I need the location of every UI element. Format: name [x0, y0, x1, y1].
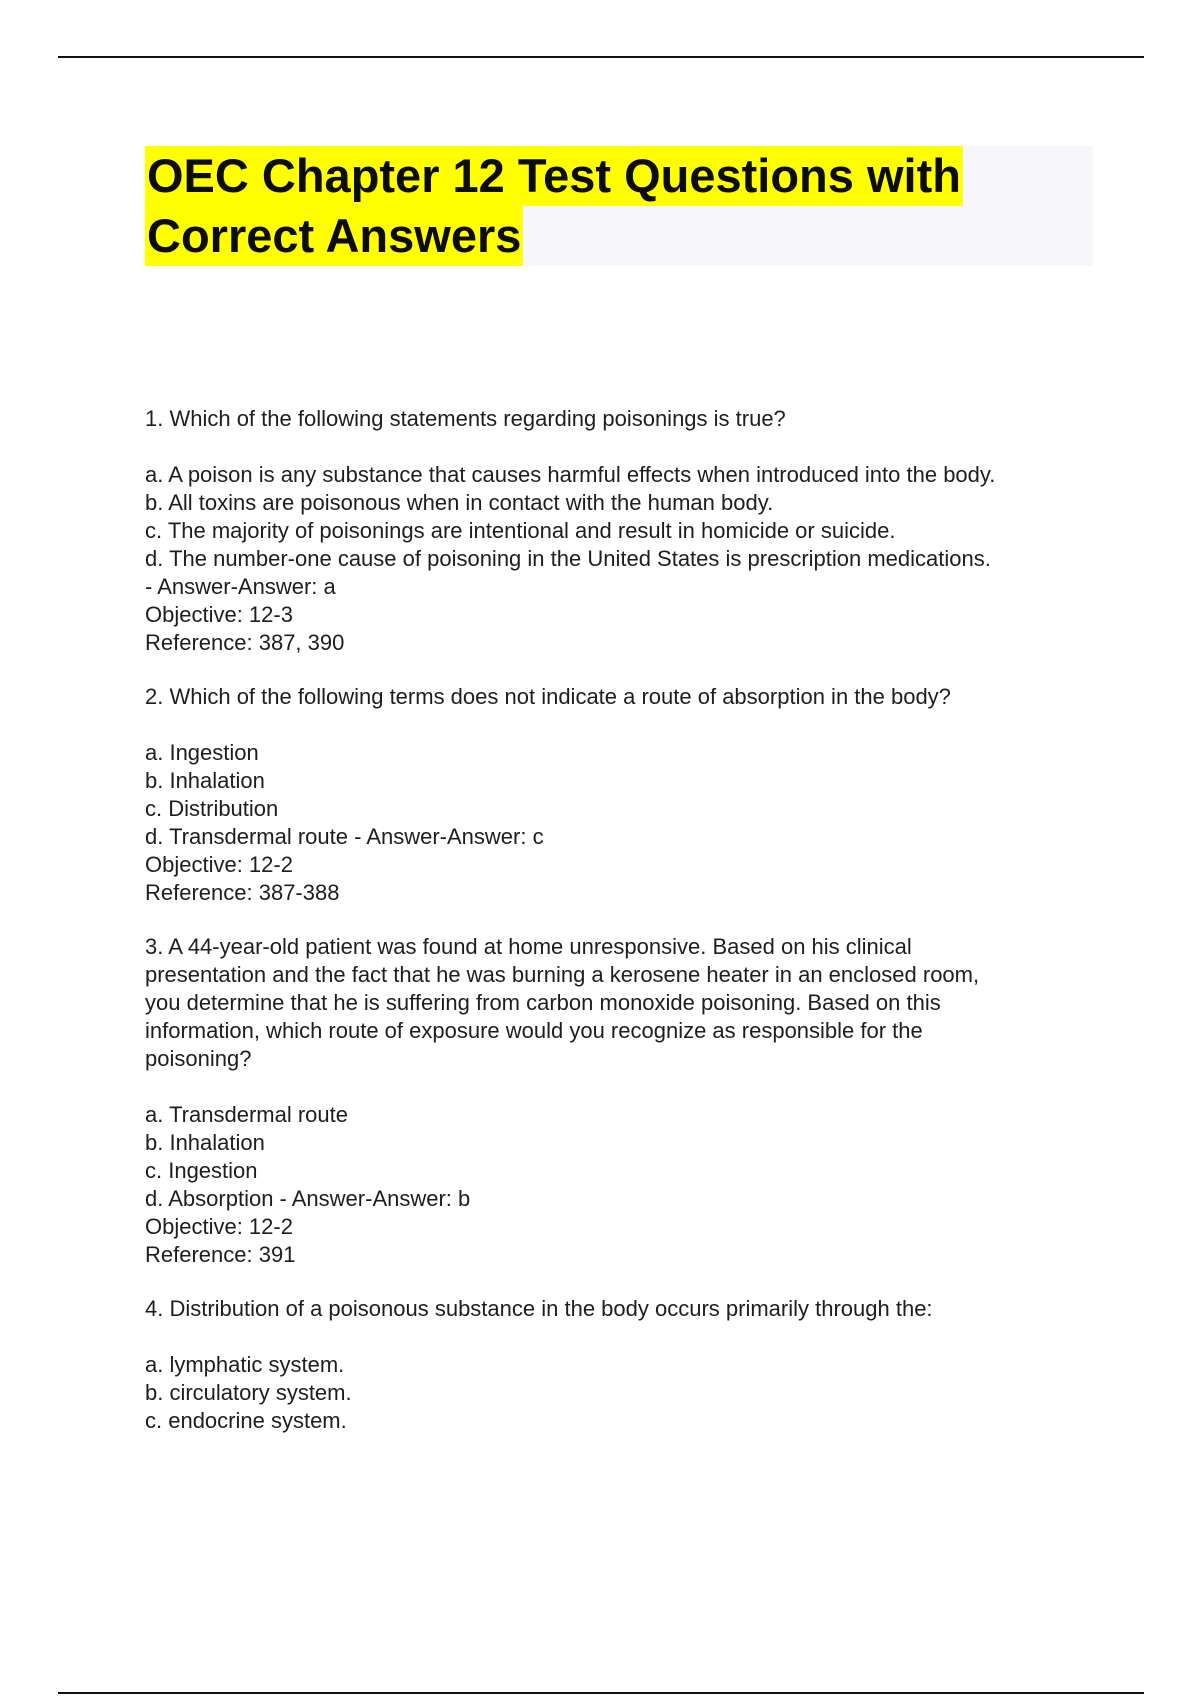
- question-prompt: information, which route of exposure would you recognize as responsible for the: [145, 1018, 923, 1043]
- document-title: [145, 146, 1093, 266]
- question-prompt: you determine that he is suffering from carbon monoxide poisoning. Based on this: [145, 990, 941, 1015]
- answer-option: d. Transdermal route - Answer-Answer: c: [145, 824, 544, 849]
- reference: Reference: 387, 390: [145, 630, 345, 655]
- question-prompt: poisoning?: [145, 1046, 252, 1071]
- objective: Objective: 12-3: [145, 602, 293, 627]
- top-rule: [58, 56, 1144, 58]
- question-prompt: 2. Which of the following terms does not indicate a route of absorption in the body?: [145, 684, 951, 709]
- question-2: [145, 683, 1105, 907]
- answer-option: b. Inhalation: [145, 768, 265, 793]
- answer-option: c. endocrine system.: [145, 1408, 347, 1433]
- answer-option: a. A poison is any substance that causes harmful effects when introduced into the body.: [145, 462, 996, 487]
- answer-option: c. Distribution: [145, 796, 279, 821]
- bottom-rule: [58, 1692, 1144, 1694]
- answer-option: a. lymphatic system.: [145, 1352, 345, 1377]
- answer-option: d. The number-one cause of poisoning in the United States is prescription medications.: [145, 546, 991, 571]
- answer-option: a. Transdermal route: [145, 1102, 348, 1127]
- answer-option: c. The majority of poisonings are intentional and result in homicide or suicide.: [145, 518, 896, 543]
- title-line-1: OEC Chapter 12 Test Questions with: [145, 146, 963, 206]
- objective: Objective: 12-2: [145, 1214, 293, 1239]
- objective: Objective: 12-2: [145, 852, 293, 877]
- answer-option: b. Inhalation: [145, 1130, 265, 1155]
- answer-option: a. Ingestion: [145, 740, 259, 765]
- question-1: [145, 405, 1105, 657]
- correct-answer: - Answer-Answer: a: [145, 574, 336, 599]
- reference: Reference: 387-388: [145, 880, 340, 905]
- question-4: [145, 1295, 1105, 1435]
- question-prompt: presentation and the fact that he was burning a kerosene heater in an enclosed room,: [145, 962, 980, 987]
- question-3: [145, 933, 1105, 1269]
- questions-list: [145, 405, 1105, 1461]
- answer-option: d. Absorption - Answer-Answer: b: [145, 1186, 471, 1211]
- question-prompt: 4. Distribution of a poisonous substance in the body occurs primarily through the:: [145, 1296, 933, 1321]
- answer-option: b. All toxins are poisonous when in contact with the human body.: [145, 490, 774, 515]
- question-prompt: 3. A 44-year-old patient was found at home unresponsive. Based on his clinical: [145, 934, 912, 959]
- answer-option: c. Ingestion: [145, 1158, 258, 1183]
- answer-option: b. circulatory system.: [145, 1380, 352, 1405]
- title-line-2: Correct Answers: [145, 206, 523, 266]
- reference: Reference: 391: [145, 1242, 296, 1267]
- question-prompt: 1. Which of the following statements regarding poisonings is true?: [145, 406, 786, 431]
